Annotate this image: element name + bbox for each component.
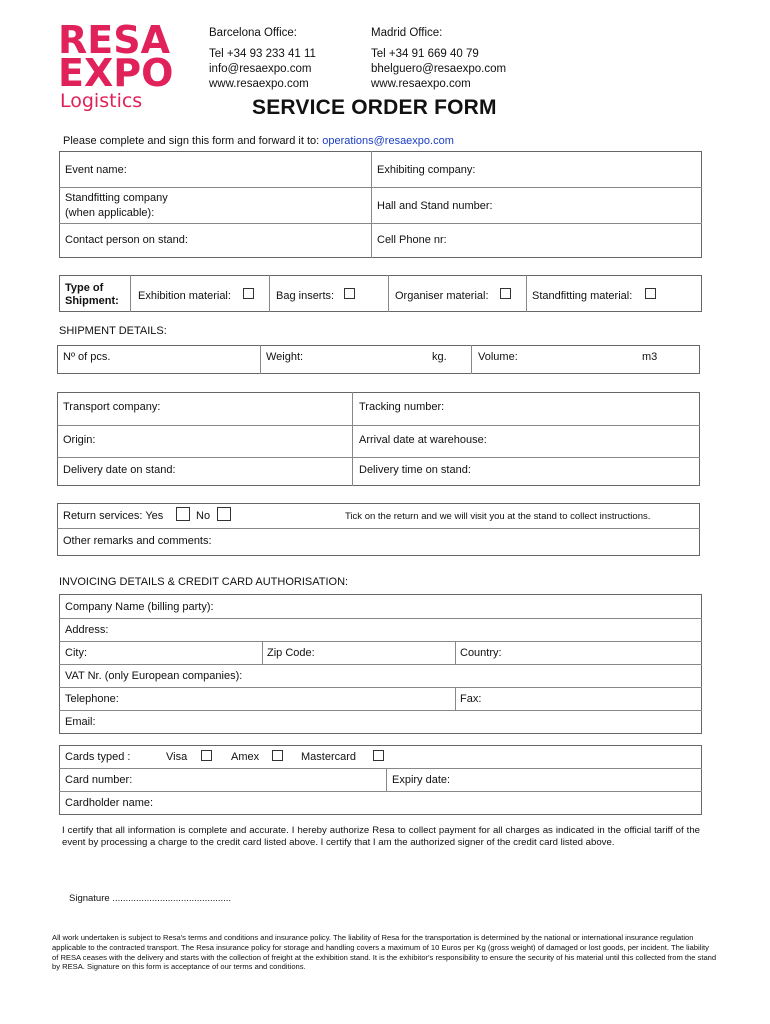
address-field[interactable]: Address: bbox=[65, 624, 109, 636]
madrid-email: bhelguero@resaexpo.com bbox=[371, 63, 507, 75]
madrid-office-title: Madrid Office: bbox=[371, 27, 443, 39]
billing-company-field[interactable]: Company Name (billing party): bbox=[65, 601, 214, 613]
origin-field[interactable]: Origin: bbox=[63, 434, 96, 446]
hall-stand-field[interactable]: Hall and Stand number: bbox=[377, 200, 493, 212]
amex-label: Amex bbox=[231, 751, 260, 763]
madrid-office bbox=[371, 26, 506, 92]
standfitting-material-label: Standfitting material: bbox=[532, 290, 633, 302]
email-field[interactable]: Email: bbox=[65, 716, 96, 728]
logo-expo: EXPO bbox=[58, 51, 174, 95]
return-yes-label: Return services: Yes bbox=[63, 510, 164, 522]
intro-text: Please complete and sign this form and forward it to: bbox=[63, 135, 320, 147]
barcelona-office-title: Barcelona Office: bbox=[209, 27, 298, 39]
delivery-time-field[interactable]: Delivery time on stand: bbox=[359, 464, 471, 476]
return-note: Tick on the return and we will visit you at the stand to collect instructions. bbox=[345, 511, 651, 522]
vat-field[interactable]: VAT Nr. (only European companies): bbox=[65, 670, 243, 682]
terms-footer: All work undertaken is subject to Resa's terms and conditions and insurance policy. The liability of Resa for the transportation is determined by the national or international insurance regulation applicable to the contracted transport. The Resa insurance policy for storage and handling covers a maximum of 10 Euros per Kg (gross weight) of damaged or lost goods, per incident. The liability of RESA ceases with the delivery and starts with the collection of freight at the exhibition stand. It is the exhibitor's responsibility to ensure the security of his material until this collected from the stand by RESA. Signature on this form is acceptance of our terms and conditions. bbox=[52, 933, 717, 972]
bag-inserts-label: Bag inserts: bbox=[276, 290, 335, 302]
exhibition-material-checkbox[interactable] bbox=[243, 288, 254, 299]
barcelona-email: info@resaexpo.com bbox=[209, 63, 312, 75]
invoicing-heading: INVOICING DETAILS & CREDIT CARD AUTHORISATION: bbox=[59, 576, 349, 588]
fax-field[interactable]: Fax: bbox=[460, 693, 482, 705]
logo-logistics: Logistics bbox=[60, 90, 143, 112]
shipment-type-label-1: Type of bbox=[65, 282, 104, 294]
madrid-tel: Tel +34 91 669 40 79 bbox=[371, 48, 479, 60]
delivery-date-field[interactable]: Delivery date on stand: bbox=[63, 464, 176, 476]
number-of-pieces-field[interactable]: Nº of pcs. bbox=[63, 351, 111, 363]
volume-field[interactable]: Volume: bbox=[478, 351, 518, 363]
city-field[interactable]: City: bbox=[65, 647, 87, 659]
organiser-material-label: Organiser material: bbox=[395, 290, 489, 302]
shipment-details-box bbox=[57, 345, 700, 374]
volume-unit: m3 bbox=[642, 351, 658, 363]
return-yes-checkbox[interactable] bbox=[176, 507, 190, 521]
operations-email-link[interactable]: operations@resaexpo.com bbox=[322, 135, 454, 147]
transport-company-field[interactable]: Transport company: bbox=[63, 401, 161, 413]
visa-label: Visa bbox=[166, 751, 188, 763]
standfitting-material-checkbox[interactable] bbox=[645, 288, 656, 299]
cards-typed-label: Cards typed : bbox=[65, 751, 131, 763]
amex-checkbox[interactable] bbox=[272, 750, 283, 761]
barcelona-office bbox=[209, 26, 316, 92]
cell-phone-field[interactable]: Cell Phone nr: bbox=[377, 234, 447, 246]
visa-checkbox[interactable] bbox=[201, 750, 212, 761]
standfitting-company-label-1: Standfitting company bbox=[65, 192, 168, 204]
card-number-field[interactable]: Card number: bbox=[65, 774, 133, 786]
certification-text: I certify that all information is complete and accurate. I hereby authorize Resa to collect payment for all charges as indicated in the official tariff of the event by processing a charge to the credit card listed above. I certify that I am the authorized signer of the credit card listed above. bbox=[62, 825, 700, 848]
weight-unit: kg. bbox=[432, 351, 447, 363]
bag-inserts-checkbox[interactable] bbox=[344, 288, 355, 299]
mastercard-label: Mastercard bbox=[301, 751, 357, 763]
shipment-type-label-2: Shipment: bbox=[65, 295, 119, 307]
contact-person-field[interactable]: Contact person on stand: bbox=[65, 234, 188, 246]
logo-resa: RESA bbox=[58, 18, 170, 62]
tracking-number-field[interactable]: Tracking number: bbox=[359, 401, 445, 413]
arrival-date-field[interactable]: Arrival date at warehouse: bbox=[359, 434, 487, 446]
intro-line bbox=[63, 135, 454, 147]
country-field[interactable]: Country: bbox=[460, 647, 502, 659]
return-no-checkbox[interactable] bbox=[217, 507, 231, 521]
shipment-details-heading: SHIPMENT DETAILS: bbox=[59, 325, 167, 337]
exhibiting-company-field[interactable]: Exhibiting company: bbox=[377, 164, 476, 176]
zip-code-field[interactable]: Zip Code: bbox=[267, 647, 315, 659]
event-name-field[interactable]: Event name: bbox=[65, 164, 127, 176]
signature-line[interactable]: Signature ............................................. bbox=[69, 893, 232, 904]
mastercard-checkbox[interactable] bbox=[373, 750, 384, 761]
weight-field[interactable]: Weight: bbox=[266, 351, 304, 363]
standfitting-company-field[interactable]: (when applicable): bbox=[65, 207, 155, 219]
telephone-field[interactable]: Telephone: bbox=[65, 693, 119, 705]
madrid-web: www.resaexpo.com bbox=[371, 78, 471, 90]
exhibition-material-label: Exhibition material: bbox=[138, 290, 231, 302]
remarks-field[interactable]: Other remarks and comments: bbox=[63, 535, 212, 547]
barcelona-tel: Tel +34 93 233 41 11 bbox=[209, 48, 316, 60]
cardholder-name-field[interactable]: Cardholder name: bbox=[65, 797, 154, 809]
expiry-date-field[interactable]: Expiry date: bbox=[392, 774, 451, 786]
page-title: SERVICE ORDER FORM bbox=[252, 96, 497, 119]
organiser-material-checkbox[interactable] bbox=[500, 288, 511, 299]
barcelona-web: www.resaexpo.com bbox=[209, 78, 309, 90]
return-no-label: No bbox=[196, 510, 211, 522]
